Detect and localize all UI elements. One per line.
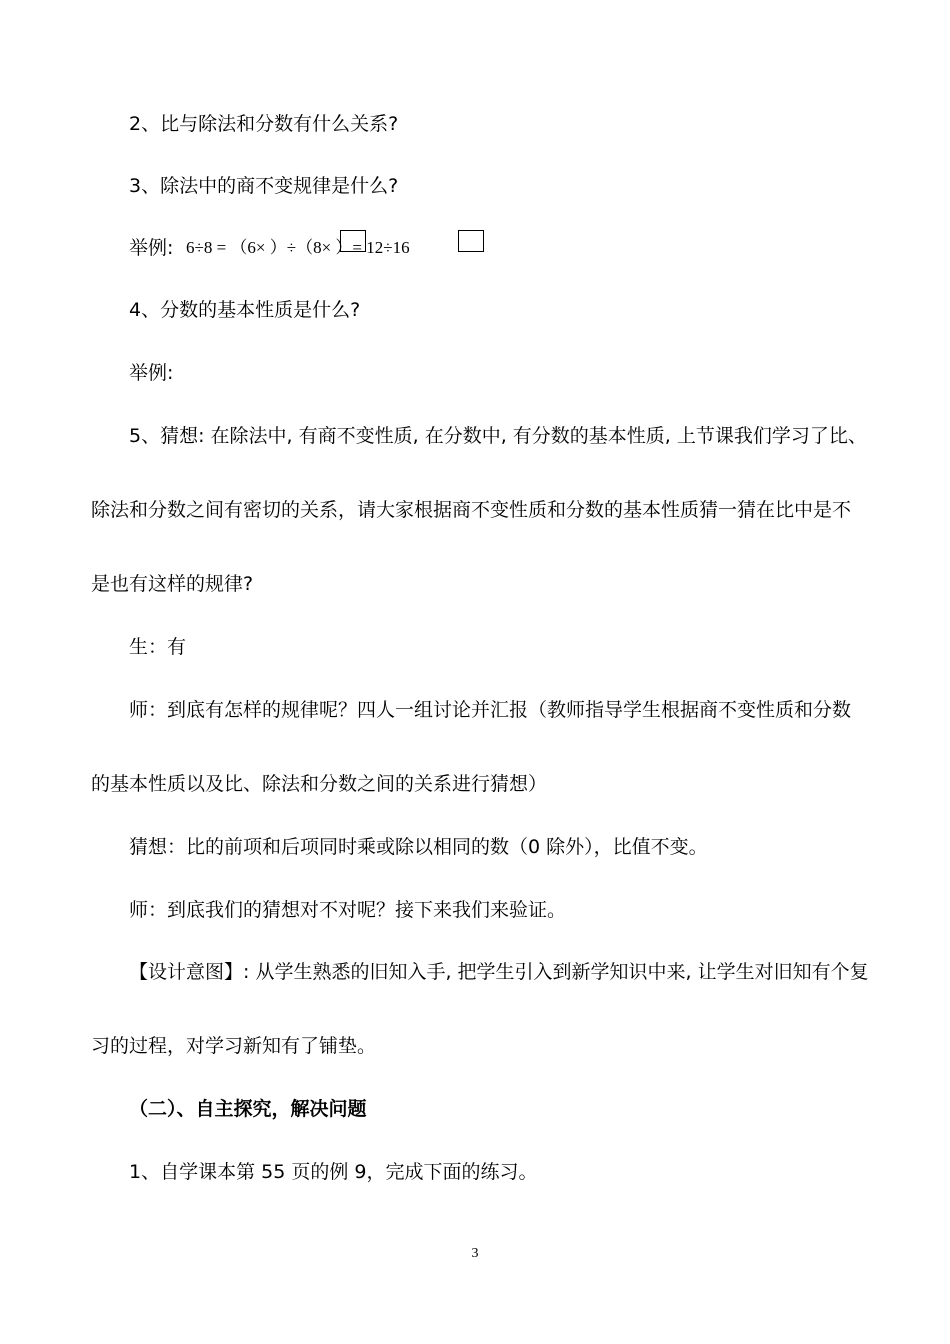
task-1: 1、自学课本第 55 页的例 9，完成下面的练习。 bbox=[129, 1161, 538, 1183]
design-intent-line-2: 习的过程，对学习新知有了铺垫。 bbox=[91, 1035, 377, 1057]
section-2-heading: （二）、自主探究，解决问题 bbox=[129, 1098, 367, 1120]
question-2: 2、比与除法和分数有什么关系? bbox=[129, 113, 399, 135]
example-1-label: 举例: bbox=[129, 237, 174, 259]
guess-statement: 猜想：比的前项和后项同时乘或除以相同的数（0 除外），比值不变。 bbox=[129, 836, 708, 858]
example-2-label: 举例: bbox=[129, 362, 174, 384]
question-3: 3、除法中的商不变规律是什么? bbox=[129, 175, 399, 197]
question-5-line-1: 5、猜想: 在除法中, 有商不变性质, 在分数中, 有分数的基本性质, 上节课我们学习了比、 bbox=[129, 425, 867, 447]
page-number: 3 bbox=[471, 1246, 479, 1261]
design-intent-line-1: 【设计意图】: 从学生熟悉的旧知入手, 把学生引入到新学知识中来, 让学生对旧知有个复 bbox=[129, 961, 869, 983]
question-4: 4、分数的基本性质是什么? bbox=[129, 299, 361, 321]
answer-box-1 bbox=[340, 230, 366, 252]
teacher-line-1: 师：到底有怎样的规律呢？四人一组讨论并汇报（教师指导学生根据商不变性质和分数 bbox=[129, 699, 852, 721]
question-5-line-3: 是也有这样的规律? bbox=[91, 573, 254, 595]
question-5-line-2: 除法和分数之间有密切的关系，请大家根据商不变性质和分数的基本性质猜一猜在比中是不 bbox=[91, 499, 852, 521]
teacher-verify: 师：到底我们的猜想对不对呢？接下来我们来验证。 bbox=[129, 899, 567, 921]
student-answer: 生：有 bbox=[129, 636, 187, 658]
answer-box-2 bbox=[458, 230, 484, 252]
teacher-line-2: 的基本性质以及比、除法和分数之间的关系进行猜想） bbox=[91, 773, 548, 795]
example-1-expression: 6÷8 = （6× ）÷（8× ）= 12÷16 bbox=[186, 238, 410, 257]
